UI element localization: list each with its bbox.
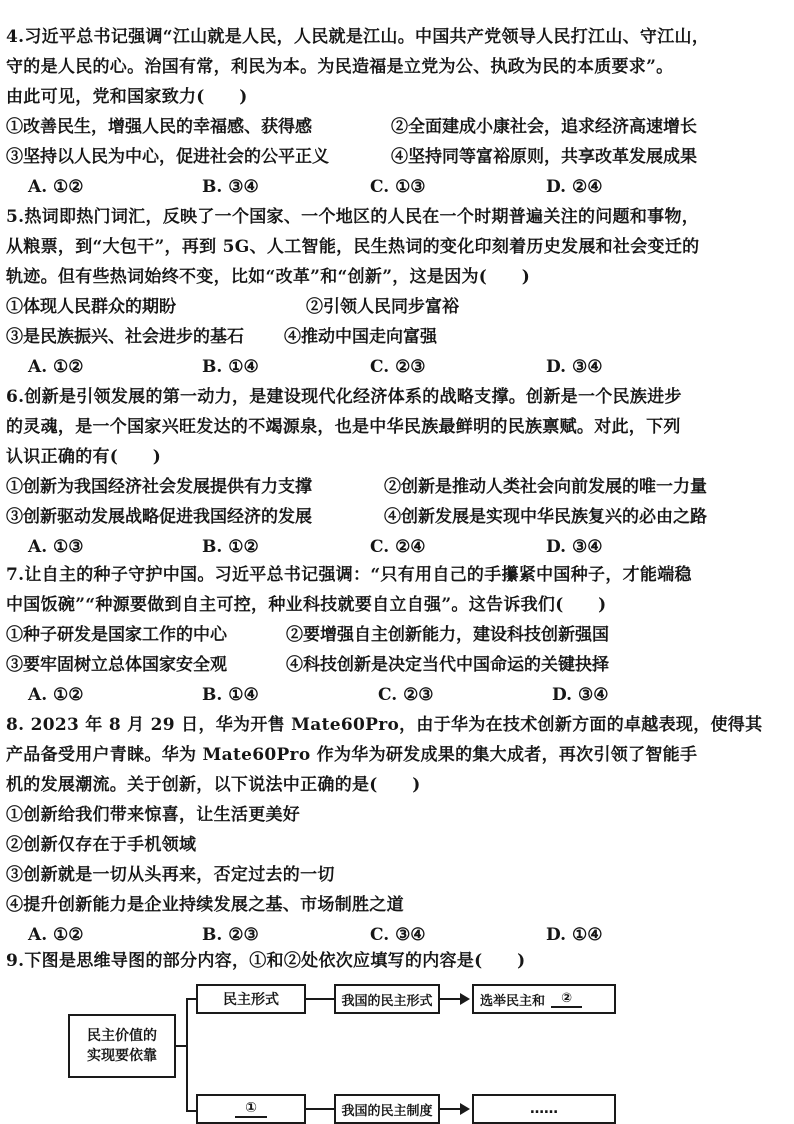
question-5 — [6, 202, 786, 382]
q6-option-a: A. ①③ — [28, 537, 84, 557]
mind-map-top-arrow-head — [460, 993, 470, 1005]
q8-stem-line-2: 产品备受用户青睐。华为 Mate60Pro 作为华为研发成果的集大成者，再次引领了智能手 — [6, 745, 698, 765]
q6-stem-line-3: 认识正确的有( ) — [6, 447, 162, 467]
q4-option-a: A. ①② — [28, 177, 84, 197]
q7-option-a: A. ①② — [28, 685, 84, 705]
q8-option-b: B. ②③ — [202, 925, 259, 945]
mind-map-top-arrow-shaft — [440, 998, 460, 1000]
q4-item-4: ④坚持同等富裕原则，共享改革发展成果 — [391, 147, 697, 167]
q7-item-3: ③要牢固树立总体国家安全观 — [6, 655, 227, 675]
q8-option-c: C. ③④ — [370, 925, 426, 945]
q5-items-row-1 — [6, 292, 786, 322]
mind-map-election-democracy-text: 选举民主和 — [480, 993, 546, 1009]
q7-stem-line-2: 中国饭碗”“种源要做到自主可控，种业科技就要自立自强”。这告诉我们( ) — [6, 595, 607, 615]
mind-map-blank-1-box — [196, 1094, 306, 1124]
q4-option-c: C. ①③ — [370, 177, 426, 197]
q6-items-row-1 — [6, 472, 786, 502]
q5-option-a: A. ①② — [28, 357, 84, 377]
mind-map-diagram — [0, 982, 794, 1124]
q7-options — [6, 680, 786, 710]
q7-items-row-1 — [6, 620, 786, 650]
q4-stem-line-1: 4.习近平总书记强调“江山就是人民，人民就是江山。中国共产党领导人民打江山、守江山， — [6, 27, 710, 47]
q7-item-4: ④科技创新是决定当代中国命运的关键抉择 — [286, 655, 609, 675]
q8-stem-line-1: 8. 2023 年 8 月 29 日，华为开售 Mate60Pro，由于华为在技术创新方面的卓越表现，使得其 — [6, 715, 763, 735]
q5-item-1: ①体现人民群众的期盼 — [6, 297, 176, 317]
q4-stem-line-2: 守的是人民的心。治国有常，利民为本。为民造福是立党为公、执政为民的本质要求”。 — [6, 57, 674, 77]
q6-option-b: B. ①② — [202, 537, 259, 557]
q4-option-b: B. ③④ — [202, 177, 259, 197]
q7-option-b: B. ①④ — [202, 685, 259, 705]
mind-map-trunk — [186, 998, 188, 1112]
q6-option-d: D. ③④ — [546, 537, 603, 557]
q4-option-d: D. ②④ — [546, 177, 603, 197]
mind-map-top-link-1 — [306, 998, 334, 1000]
q4-stem-line-3: 由此可见，党和国家致力( ) — [6, 87, 248, 107]
q5-option-c: C. ②③ — [370, 357, 426, 377]
mind-map-democratic-form-box: 民主形式 — [196, 984, 306, 1014]
mind-map-election-democracy-box — [472, 984, 616, 1014]
q6-option-c: C. ②④ — [370, 537, 426, 557]
mind-map-bottom-arrow-shaft — [440, 1108, 460, 1110]
q8-option-a: A. ①② — [28, 925, 84, 945]
q8-item-4: ④提升创新能力是企业持续发展之基、市场制胜之道 — [6, 895, 404, 915]
question-6 — [6, 382, 786, 562]
q5-option-b: B. ①④ — [202, 357, 259, 377]
mind-map-bottom-arrow-head — [460, 1103, 470, 1115]
mind-map-root-line-1: 民主价值的 — [87, 1028, 157, 1044]
q8-item-1: ①创新给我们带来惊喜，让生活更美好 — [6, 805, 301, 825]
mind-map-ellipsis-box: …… — [472, 1094, 616, 1124]
q7-items-row-2 — [6, 650, 786, 680]
mind-map-root-line-2: 实现要依靠 — [87, 1048, 157, 1064]
q6-item-3: ③创新驱动发展战略促进我国经济的发展 — [6, 507, 312, 527]
q9-stem: 9.下图是思维导图的部分内容，①和②处依次应填写的内容是( ) — [6, 951, 526, 971]
q7-item-2: ②要增强自主创新能力，建设科技创新强国 — [286, 625, 609, 645]
q5-item-3: ③是民族振兴、社会进步的基石 — [6, 327, 244, 347]
q5-items-row-2 — [6, 322, 786, 352]
q5-stem-line-3: 轨迹。但有些热词始终不变，比如“改革”和“创新”，这是因为( ) — [6, 267, 531, 287]
q6-items-row-2 — [6, 502, 786, 532]
q8-option-d: D. ①④ — [546, 925, 603, 945]
q6-stem-line-2: 的灵魂，是一个国家兴旺发达的不竭源泉，也是中华民族最鲜明的民族禀赋。对此，下列 — [6, 417, 681, 437]
q5-option-d: D. ③④ — [546, 357, 603, 377]
q6-options — [6, 532, 786, 562]
q4-item-1: ①改善民生，增强人民的幸福感、获得感 — [6, 117, 312, 137]
q5-stem-line-2: 从粮票，到“大包干”，再到 5G、人工智能，民生热词的变化印刻着历史发展和社会变迁的 — [6, 237, 700, 257]
q7-item-1: ①种子研发是国家工作的中心 — [6, 625, 227, 645]
question-9 — [6, 946, 786, 976]
q6-item-4: ④创新发展是实现中华民族复兴的必由之路 — [384, 507, 707, 527]
q5-options — [6, 352, 786, 382]
mind-map-blank-1: ① — [235, 1100, 267, 1118]
question-8 — [6, 710, 786, 950]
q6-item-2: ②创新是推动人类社会向前发展的唯一力量 — [384, 477, 707, 497]
q5-stem-line-1: 5.热词即热门词汇，反映了一个国家、一个地区的人民在一个时期普遍关注的问题和事物， — [6, 207, 700, 227]
question-7 — [6, 560, 786, 710]
q4-items-row-1 — [6, 112, 786, 142]
q7-stem-line-1: 7.让自主的种子守护中国。习近平总书记强调：“只有用自己的手攥紧中国种子，才能端稳 — [6, 565, 692, 585]
mind-map-china-democratic-system-box: 我国的民主制度 — [334, 1094, 440, 1124]
q8-stem-line-3: 机的发展潮流。关于创新，以下说法中正确的是( ) — [6, 775, 421, 795]
q7-option-c: C. ②③ — [378, 685, 434, 705]
q6-stem-line-1: 6.创新是引领发展的第一动力，是建设现代化经济体系的战略支撑。创新是一个民族进步 — [6, 387, 682, 407]
q4-item-2: ②全面建成小康社会，追求经济高速增长 — [391, 117, 697, 137]
mind-map-blank-2: ② — [551, 991, 582, 1008]
q4-item-3: ③坚持以人民为中心，促进社会的公平正义 — [6, 147, 329, 167]
q8-item-2: ②创新仅存在于手机领域 — [6, 835, 197, 855]
q7-option-d: D. ③④ — [552, 685, 609, 705]
q8-item-3: ③创新就是一切从头再来，否定过去的一切 — [6, 865, 335, 885]
mind-map-top-branch — [186, 998, 196, 1000]
question-4 — [6, 22, 786, 202]
mind-map-root-box — [68, 1014, 176, 1078]
mind-map-bottom-link-1 — [306, 1108, 334, 1110]
q6-item-1: ①创新为我国经济社会发展提供有力支撑 — [6, 477, 312, 497]
mind-map-bottom-branch — [186, 1110, 196, 1112]
q4-items-row-2 — [6, 142, 786, 172]
mind-map-china-democratic-form-box: 我国的民主形式 — [334, 984, 440, 1014]
q4-options — [6, 172, 786, 202]
q5-item-4: ④推动中国走向富强 — [284, 327, 437, 347]
q5-item-2: ②引领人民同步富裕 — [306, 297, 459, 317]
